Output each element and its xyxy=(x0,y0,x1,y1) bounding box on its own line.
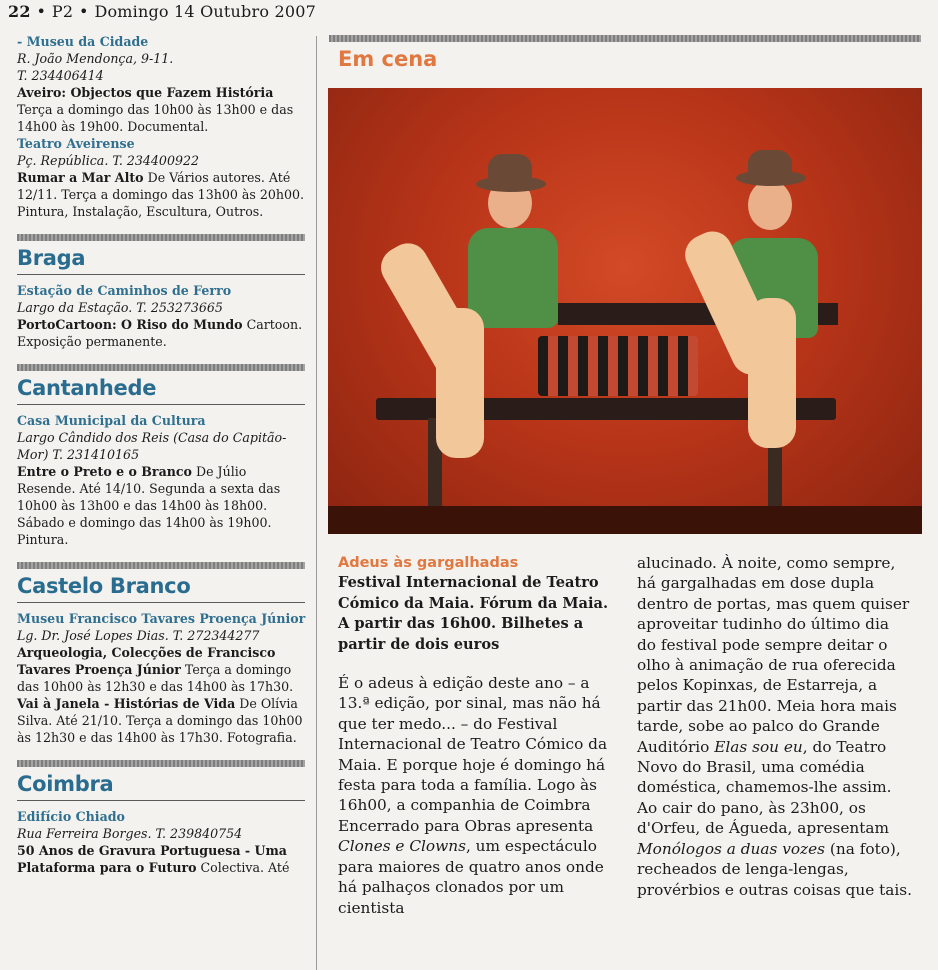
event-description: Colectiva. Até xyxy=(200,860,290,875)
venue-name: Casa Municipal da Cultura xyxy=(17,413,206,428)
article-kicker: Adeus às gargalhadas xyxy=(338,555,519,571)
city-heading: Cantanhede xyxy=(17,376,157,400)
column-divider xyxy=(316,36,317,970)
article-lead: Festival Internacional de Teatro Cómico da Maia. Fórum da Maia. A partir das 16h00. Bilhetes a partir de dois euros xyxy=(338,574,609,653)
listing-entry xyxy=(17,610,307,746)
event-title: Aveiro: Objectos que Fazem História xyxy=(17,85,274,100)
event-description: Terça a domingo das 10h00 às 12h30 e das 14h00 às 17h30. xyxy=(17,662,294,694)
show-title: Elas sou eu xyxy=(714,737,803,756)
venue-address: R. João Mendonça, 9-11. xyxy=(17,51,174,66)
section-divider xyxy=(17,760,305,767)
event-title: 50 Anos de Gravura Portuguesa - Uma Plataforma para o Futuro xyxy=(17,843,287,875)
hat-crown xyxy=(488,154,532,180)
event-description: Cartoon. Exposição permanente. xyxy=(17,317,303,349)
picnic-basket xyxy=(538,336,698,396)
text-run: , um espectáculo para maiores de quatro anos onde há palhaços clonados por um cientista xyxy=(338,837,604,917)
section-heading: Em cena xyxy=(338,47,438,71)
event-description: Terça a domingo das 10h00 às 13h00 e das 14h00 às 19h00. Documental. xyxy=(17,102,294,134)
venue-address: Largo Cândido dos Reis (Casa do Capitão-Mor) T. 231410165 xyxy=(17,430,287,462)
page-header xyxy=(8,2,316,21)
listing-entry xyxy=(17,808,307,876)
text-run: alucinado. À noite, como sempre, há gargalhadas em dose dupla dentro de portas, mas quem quiser aproveitar tudinho do último dia do festival pode sempre deitar o olho à animação de rua oferecida pelos Kopinxas, de Estarreja, a partir das 21h00. Meia hora mais tarde, sobe ao palco do Grande Auditório xyxy=(637,554,910,756)
venue-name: Teatro Aveirense xyxy=(17,136,135,151)
page-number: 22 xyxy=(8,2,31,21)
hat-crown xyxy=(748,150,792,176)
article-paragraph xyxy=(338,673,618,918)
listing-entry xyxy=(17,135,307,220)
article-column xyxy=(338,553,618,918)
event-description: De Vários autores. Até 12/11. Terça a domingo das 13h00 às 20h00. Pintura, Instalação, Escultura, Outros. xyxy=(17,170,304,219)
text-run: , do Teatro Novo do Brasil, uma comédia doméstica, chamemos-lhe assim. Ao cair do pano, às 23h00, os d'Orfeu, de Águeda, apresentam xyxy=(637,737,892,838)
event-title: Arqueologia, Colecções de Francisco Tavares Proença Júnior xyxy=(17,645,276,677)
section-divider xyxy=(17,234,305,241)
article-paragraph xyxy=(637,553,912,900)
venue-phone: T. 234406414 xyxy=(17,68,104,83)
venue-address: Lg. Dr. José Lopes Dias. T. 272344277 xyxy=(17,628,260,643)
header-separator: • xyxy=(36,2,47,21)
show-title: Clones e Clowns xyxy=(338,837,466,856)
event-title: Vai à Janela - Histórias de Vida xyxy=(17,696,236,711)
section-divider xyxy=(329,35,921,42)
venue-address: Largo da Estação. T. 253273665 xyxy=(17,300,223,315)
city-heading: Castelo Branco xyxy=(17,574,191,598)
header-section: P2 xyxy=(51,2,74,21)
performer-torso xyxy=(468,228,558,328)
header-separator: • xyxy=(79,2,89,21)
venue-name: Edifício Chiado xyxy=(17,809,125,824)
show-title: Monólogos a duas vozes xyxy=(637,839,826,858)
venue-name: Estação de Caminhos de Ferro xyxy=(17,283,232,298)
text-run: (na foto), recheados de lenga-lengas, provérbios e outras coisas que tais. xyxy=(637,839,912,899)
venue-address: Pç. República. T. 234400922 xyxy=(17,153,199,168)
listing-entry xyxy=(17,412,307,548)
venue-name: - Museu da Cidade xyxy=(17,34,149,49)
venue-address: Rua Ferreira Borges. T. 239840754 xyxy=(17,826,243,841)
event-title: PortoCartoon: O Riso do Mundo xyxy=(17,317,243,332)
event-description: De Olívia Silva. Até 21/10. Terça a domingo das 10h00 às 12h30 e das 14h00 às 17h30. Fotografia. xyxy=(17,696,303,745)
city-underline xyxy=(17,800,305,801)
city-underline xyxy=(17,602,305,603)
listing-entry xyxy=(17,282,307,350)
text-run: É o adeus à edição deste ano – a 13.ª edição, por sinal, mas não há que ter medo... – do Festival Internacional de Teatro Cómico da Maia. E porque hoje é domingo há festa para toda a família. Logo às 16h00, a companhia de Coimbra Encerrado para Obras apresenta xyxy=(338,674,608,835)
performer-leg xyxy=(436,308,484,458)
performer-head xyxy=(748,180,792,230)
header-date: Domingo 14 Outubro 2007 xyxy=(94,2,316,21)
event-title: Rumar a Mar Alto xyxy=(17,170,144,185)
city-heading: Coimbra xyxy=(17,772,114,796)
venue-name: Museu Francisco Tavares Proença Júnior xyxy=(17,611,306,626)
stage-floor xyxy=(328,506,922,534)
performer-leg xyxy=(748,298,796,448)
listing-entry xyxy=(17,33,307,135)
section-divider xyxy=(17,364,305,371)
stage-photo xyxy=(328,88,922,534)
event-title: Entre o Preto e o Branco xyxy=(17,464,192,479)
article-column xyxy=(637,553,912,900)
section-divider xyxy=(17,562,305,569)
city-underline xyxy=(17,274,305,275)
listings-column xyxy=(17,33,307,876)
city-underline xyxy=(17,404,305,405)
city-heading: Braga xyxy=(17,246,86,270)
event-description: De Júlio Resende. Até 14/10. Segunda a sexta das 10h00 às 13h00 e das 14h00 às 18h00. Sábado e domingo das 14h00 às 19h00. Pintura. xyxy=(17,464,281,547)
